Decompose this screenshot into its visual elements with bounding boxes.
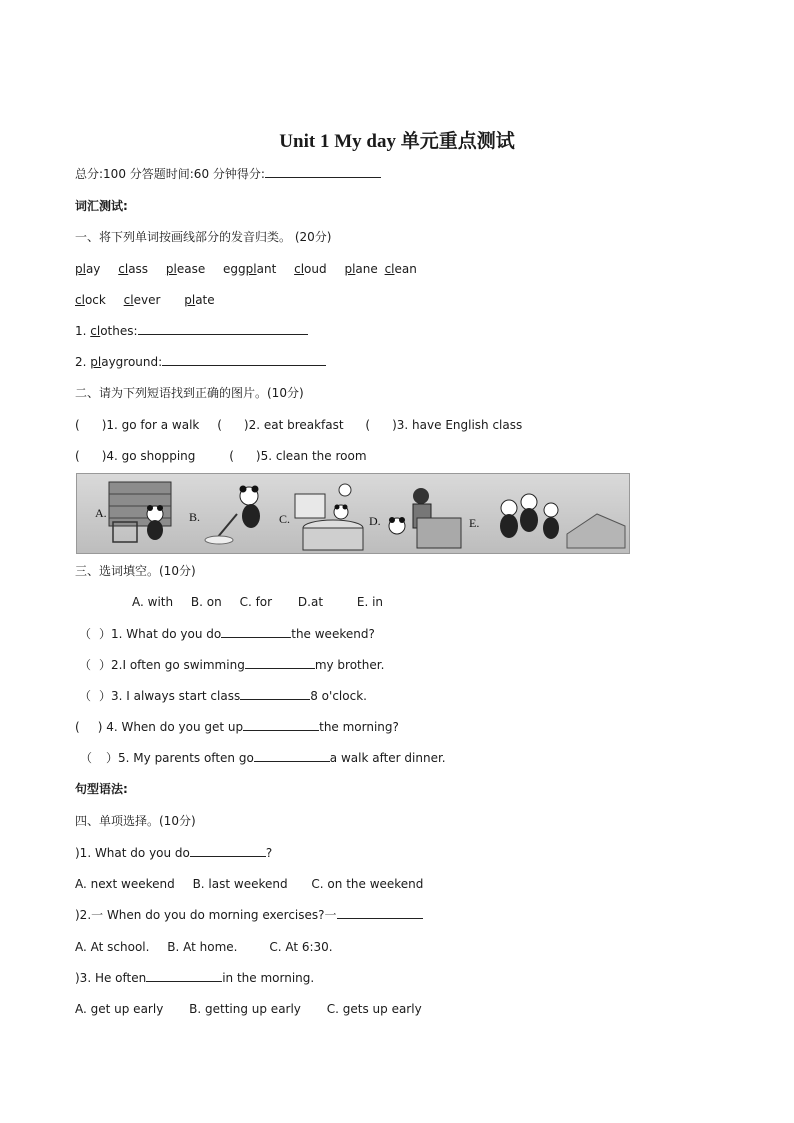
q4-3-option-c: C. gets up early bbox=[326, 1002, 422, 1016]
score-info: 总分:100 分答题时间:60 分钟得分: bbox=[75, 167, 265, 181]
q4-1-option-a: A. next weekend bbox=[75, 877, 175, 891]
q1-heading: 一、将下列单词按画线部分的发音归类。 (20分) bbox=[75, 230, 332, 244]
picture-label-c: C. bbox=[279, 512, 291, 526]
word-class: class bbox=[118, 262, 149, 276]
q3-blank-3[interactable] bbox=[240, 688, 310, 700]
word-plate: plate bbox=[184, 293, 215, 307]
q4-1-option-c: C. on the weekend bbox=[311, 877, 424, 891]
q4-3-option-a: A. get up early bbox=[75, 1002, 164, 1016]
picture-label-e: E. bbox=[469, 516, 480, 530]
picture-label-b: B. bbox=[189, 510, 201, 524]
q4-heading: 四、单项选择。(10分) bbox=[75, 814, 196, 828]
page-title: Unit 1 My day 单元重点测试 bbox=[279, 131, 515, 152]
q3-item-1: （ ）1. What do you do the weekend? bbox=[79, 627, 375, 641]
q4-question-2: )2.一 When do you do morning exercises?一 bbox=[75, 907, 423, 923]
q2-row-1 bbox=[75, 417, 522, 433]
q2-row-2 bbox=[75, 448, 367, 464]
q1-word-row-2 bbox=[75, 292, 229, 308]
q2-item-1: ( )1. go for a walk bbox=[75, 418, 200, 432]
picture-label-a: A. bbox=[95, 506, 107, 520]
q3-blank-4[interactable] bbox=[243, 719, 319, 731]
word-clock: clock bbox=[75, 293, 106, 307]
answer-blank-2[interactable] bbox=[162, 354, 326, 366]
q1-word-row-1 bbox=[75, 261, 431, 277]
score-line bbox=[75, 166, 381, 182]
q3-item-3: （ ）3. I always start class 8 o'clock. bbox=[79, 689, 367, 703]
q4-blank-2[interactable] bbox=[337, 907, 423, 919]
q3-option-d: D.at bbox=[297, 595, 324, 609]
section-vocab-heading: 词汇测试: bbox=[75, 199, 128, 213]
section-grammar-heading: 句型语法: bbox=[75, 782, 128, 796]
q4-2-option-c: C. At 6:30. bbox=[269, 940, 333, 954]
q3-option-a: A. with bbox=[132, 595, 174, 609]
q4-blank-3[interactable] bbox=[146, 970, 222, 982]
q3-heading: 三、选词填空。(10分) bbox=[75, 564, 196, 578]
word-clean: clean bbox=[384, 262, 417, 276]
q4-options-2 bbox=[75, 939, 333, 955]
word-plane: plane bbox=[344, 262, 378, 276]
q2-item-4: ( )4. go shopping bbox=[75, 449, 196, 463]
q4-options-3 bbox=[75, 1001, 422, 1017]
q4-2-option-a: A. At school. bbox=[75, 940, 150, 954]
word-please: please bbox=[165, 262, 206, 276]
q2-picture-strip bbox=[76, 473, 630, 554]
q3-blank-2[interactable] bbox=[245, 657, 315, 669]
q2-item-2: ( )2. eat breakfast bbox=[217, 418, 344, 432]
q4-question-3: )3. He often in the morning. bbox=[75, 971, 315, 985]
word-cloud: cloud bbox=[294, 262, 327, 276]
answer-blank-1[interactable] bbox=[138, 323, 308, 335]
picture-illustrations bbox=[77, 474, 629, 553]
q4-2-option-b: B. At home. bbox=[167, 940, 238, 954]
q4-blank-1[interactable] bbox=[190, 845, 266, 857]
word-eggplant: eggplant bbox=[223, 262, 277, 276]
word-play: play bbox=[75, 262, 101, 276]
q1-answer-2: 2. playground: bbox=[75, 354, 326, 370]
q3-item-5: （ ）5. My parents often go a walk after dinner. bbox=[80, 751, 446, 765]
q3-blank-5[interactable] bbox=[254, 750, 330, 762]
q4-options-1 bbox=[75, 876, 423, 892]
q2-item-3: ( )3. have English class bbox=[365, 418, 523, 432]
q4-question-1: )1. What do you do ? bbox=[75, 846, 273, 860]
q2-item-5: ( )5. clean the room bbox=[229, 449, 367, 463]
q3-item-4: ( ) 4. When do you get up the morning? bbox=[75, 720, 399, 734]
q3-option-c: C. for bbox=[239, 595, 273, 609]
q1-answer-1: 1. clothes: bbox=[75, 323, 308, 339]
word-clever: clever bbox=[123, 293, 161, 307]
q2-heading: 二、请为下列短语找到正确的图片。(10分) bbox=[75, 386, 304, 400]
score-blank[interactable] bbox=[265, 166, 381, 178]
picture-label-d: D. bbox=[369, 514, 381, 528]
q3-item-2: （ ）2.I often go swimming my brother. bbox=[79, 658, 385, 672]
q3-blank-1[interactable] bbox=[221, 626, 291, 638]
q3-options bbox=[132, 594, 383, 610]
q4-1-option-b: B. last weekend bbox=[192, 877, 288, 891]
q4-3-option-b: B. getting up early bbox=[189, 1002, 301, 1016]
q3-option-b: B. on bbox=[190, 595, 222, 609]
q3-option-e: E. in bbox=[356, 595, 384, 609]
